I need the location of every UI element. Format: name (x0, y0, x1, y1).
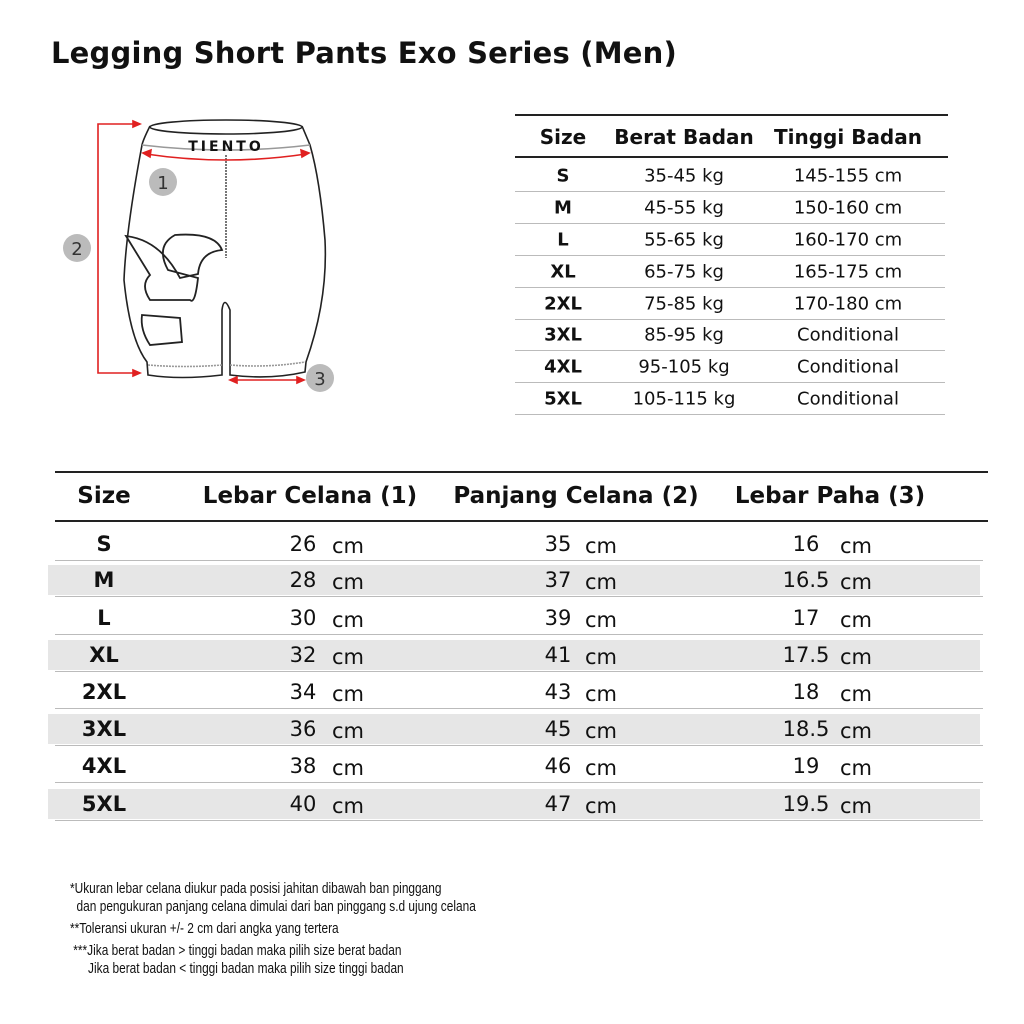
table-top-rule (515, 114, 948, 116)
value-cell: 45 (544, 717, 572, 741)
row-divider (55, 560, 983, 561)
size-cell: 4XL (81, 754, 127, 778)
table-top-rule (55, 471, 988, 473)
row-divider (515, 319, 945, 320)
unit-label: cm (331, 534, 365, 558)
value-cell: 30 (289, 606, 317, 630)
unit-label: cm (331, 682, 365, 706)
size-cell: 4XL (544, 356, 582, 378)
unit-label: cm (839, 794, 873, 818)
pants-diagram (50, 100, 350, 400)
row-divider (55, 634, 983, 635)
table-cell: 170-180 cm (793, 293, 903, 315)
size-cell: M (93, 568, 115, 592)
unit-label: cm (584, 682, 618, 706)
table-cell: 65-75 kg (644, 261, 724, 283)
row-divider (515, 350, 945, 351)
note: ***Jika berat badan > tinggi badan maka pilih size berat badan (73, 943, 402, 959)
table-cell: 145-155 cm (793, 165, 903, 187)
table-cell: 105-115 kg (632, 388, 736, 410)
note: *Ukuran lebar celana diukur pada posisi jahitan dibawah ban pinggang (70, 881, 442, 897)
marker-2: 2 (71, 239, 83, 260)
value-cell: 40 (289, 792, 317, 816)
size-cell: M (554, 197, 572, 219)
value-cell: 41 (544, 643, 572, 667)
table-cell: 45-55 kg (644, 197, 724, 219)
row-divider (55, 820, 983, 821)
value-cell: 43 (544, 680, 572, 704)
unit-label: cm (584, 794, 618, 818)
value-cell: 37 (544, 568, 572, 592)
value-cell: 28 (289, 568, 317, 592)
size-cell: XL (550, 261, 576, 283)
row-divider (515, 223, 945, 224)
value-cell: 19.5 (782, 792, 830, 816)
unit-label: cm (584, 608, 618, 632)
value-cell: 36 (289, 717, 317, 741)
value-cell: 47 (544, 792, 572, 816)
row-divider (55, 596, 983, 597)
value-cell: 16 (792, 532, 820, 556)
unit-label: cm (331, 794, 365, 818)
value-cell: 46 (544, 754, 572, 778)
table-cell: 160-170 cm (793, 229, 903, 251)
unit-label: cm (839, 608, 873, 632)
column-header: Lebar Paha (3) (734, 483, 926, 509)
unit-label: cm (584, 570, 618, 594)
size-cell: 5XL (544, 388, 582, 410)
size-cell: S (96, 532, 112, 556)
unit-label: cm (331, 608, 365, 632)
row-divider (55, 782, 983, 783)
size-cell: 5XL (81, 792, 127, 816)
size-cell: 3XL (81, 717, 127, 741)
table-cell: 95-105 kg (638, 356, 730, 378)
table-cell: 35-45 kg (644, 165, 724, 187)
brand-logo: TIENTO (188, 139, 264, 155)
header-rule (55, 520, 988, 522)
unit-label: cm (839, 682, 873, 706)
row-divider (515, 287, 945, 288)
unit-label: cm (839, 534, 873, 558)
size-cell: 3XL (544, 324, 582, 346)
unit-label: cm (331, 645, 365, 669)
value-cell: 35 (544, 532, 572, 556)
table-cell: Conditional (797, 324, 899, 346)
marker-3: 3 (314, 369, 326, 390)
size-cell: 2XL (81, 680, 127, 704)
unit-label: cm (839, 570, 873, 594)
row-divider (515, 255, 945, 256)
table-cell: Conditional (797, 356, 899, 378)
table-cell: 85-95 kg (644, 324, 724, 346)
note: Jika berat badan < tinggi badan maka pilih size tinggi badan (88, 961, 404, 977)
unit-label: cm (584, 645, 618, 669)
row-divider (515, 191, 945, 192)
row-divider (515, 414, 945, 415)
unit-label: cm (331, 756, 365, 780)
value-cell: 18.5 (782, 717, 830, 741)
value-cell: 17 (792, 606, 820, 630)
column-header: Berat Badan (614, 125, 754, 149)
size-cell: S (556, 165, 570, 187)
table-cell: 55-65 kg (644, 229, 724, 251)
page-title: Legging Short Pants Exo Series (Men) (51, 36, 677, 70)
unit-label: cm (839, 645, 873, 669)
note: dan pengukuran panjang celana dimulai dari ban pinggang s.d ujung celana (76, 899, 476, 915)
column-header: Lebar Celana (1) (202, 483, 418, 509)
unit-label: cm (331, 719, 365, 743)
row-divider (55, 745, 983, 746)
value-cell: 32 (289, 643, 317, 667)
value-cell: 16.5 (782, 568, 830, 592)
size-cell: L (557, 229, 569, 251)
unit-label: cm (839, 719, 873, 743)
unit-label: cm (584, 534, 618, 558)
row-divider (55, 671, 983, 672)
table-cell: 75-85 kg (644, 293, 724, 315)
value-cell: 34 (289, 680, 317, 704)
row-divider (515, 382, 945, 383)
column-header: Tinggi Badan (774, 125, 922, 149)
size-cell: 2XL (544, 293, 582, 315)
column-header: Size (77, 483, 131, 509)
unit-label: cm (584, 756, 618, 780)
value-cell: 18 (792, 680, 820, 704)
column-header: Size (539, 125, 587, 149)
footnotes (70, 880, 476, 978)
unit-label: cm (839, 756, 873, 780)
row-divider (55, 708, 983, 709)
value-cell: 19 (792, 754, 820, 778)
value-cell: 26 (289, 532, 317, 556)
size-cell: XL (89, 643, 119, 667)
marker-1: 1 (157, 173, 169, 194)
table-cell: Conditional (797, 388, 899, 410)
value-cell: 38 (289, 754, 317, 778)
table-cell: 150-160 cm (793, 197, 903, 219)
table-cell: 165-175 cm (793, 261, 903, 283)
value-cell: 39 (544, 606, 572, 630)
size-cell: L (97, 606, 111, 630)
note: **Toleransi ukuran +/- 2 cm dari angka yang tertera (70, 921, 339, 937)
unit-label: cm (584, 719, 618, 743)
column-header: Panjang Celana (2) (453, 483, 699, 509)
unit-label: cm (331, 570, 365, 594)
header-rule (515, 156, 948, 158)
value-cell: 17.5 (782, 643, 830, 667)
